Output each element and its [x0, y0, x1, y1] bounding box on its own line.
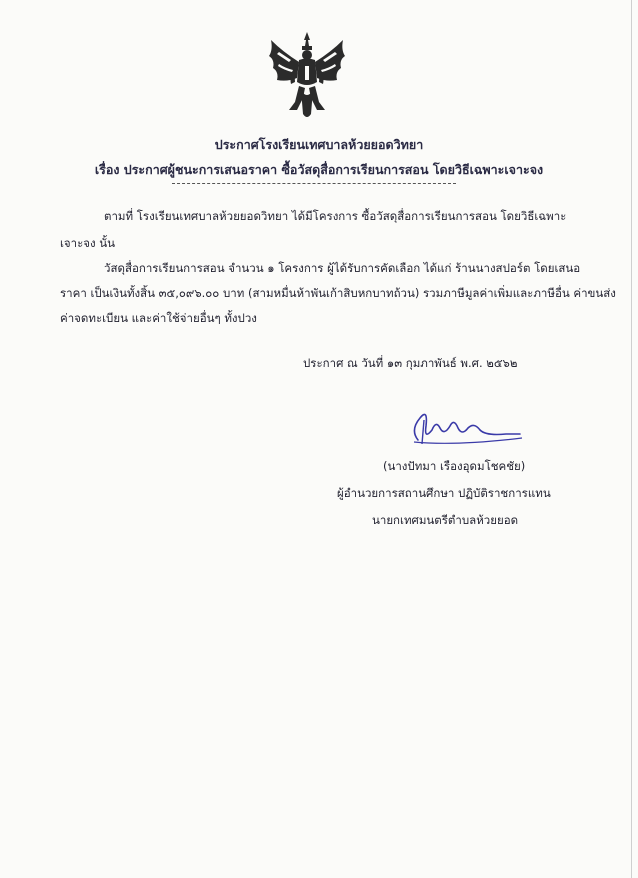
body-line-1: ตามที่ โรงเรียนเทศบาลห้วยยอดวิทยา ได้มีโครงการ ซื้อวัสดุสื่อการเรียนการสอน โดยวิธีเฉพาะ: [104, 209, 567, 223]
document-subject: เรื่อง ประกาศผู้ชนะการเสนอราคา ซื้อวัสดุสื่อการเรียนการสอน โดยวิธีเฉพาะเจาะจง: [94, 162, 544, 177]
garuda-emblem-icon: [265, 30, 349, 122]
handwritten-signature: [396, 400, 526, 450]
separator-line: [172, 183, 456, 184]
signer-position: ผู้อำนวยการสถานศึกษา ปฏิบัติราชการแทน: [337, 486, 551, 500]
body-line-4: ราคา เป็นเงินทั้งสิ้น ๓๕,๐๙๖.๐๐ บาท (สามหมื่นห้าพันเก้าสิบหกบาทถ้วน) รวมภาษีมูลค่าเพิ่มและภาษีอื่น ค่าขนส่ง: [60, 286, 616, 300]
body-line-3: วัสดุสื่อการเรียนการสอน จำนวน ๑ โครงการ ผู้ได้รับการคัดเลือก ได้แก่ ร้านนางสปอร์ต โดยเสนอ: [104, 261, 581, 275]
document-title: ประกาศโรงเรียนเทศบาลห้วยยอดวิทยา: [214, 137, 424, 152]
scan-edge-line: [631, 0, 632, 878]
body-line-2: เจาะจง นั้น: [60, 236, 116, 250]
announcement-date: ประกาศ ณ วันที่ ๑๓ กุมภาพันธ์ พ.ศ. ๒๕๖๒: [303, 356, 518, 370]
signer-name: (นางปัทมา เรืองอุดมโชคชัย): [383, 459, 526, 473]
signer-position-2: นายกเทศมนตรีตำบลห้วยยอด: [372, 513, 519, 527]
body-line-5: ค่าจดทะเบียน และค่าใช้จ่ายอื่นๆ ทั้งปวง: [60, 311, 257, 325]
